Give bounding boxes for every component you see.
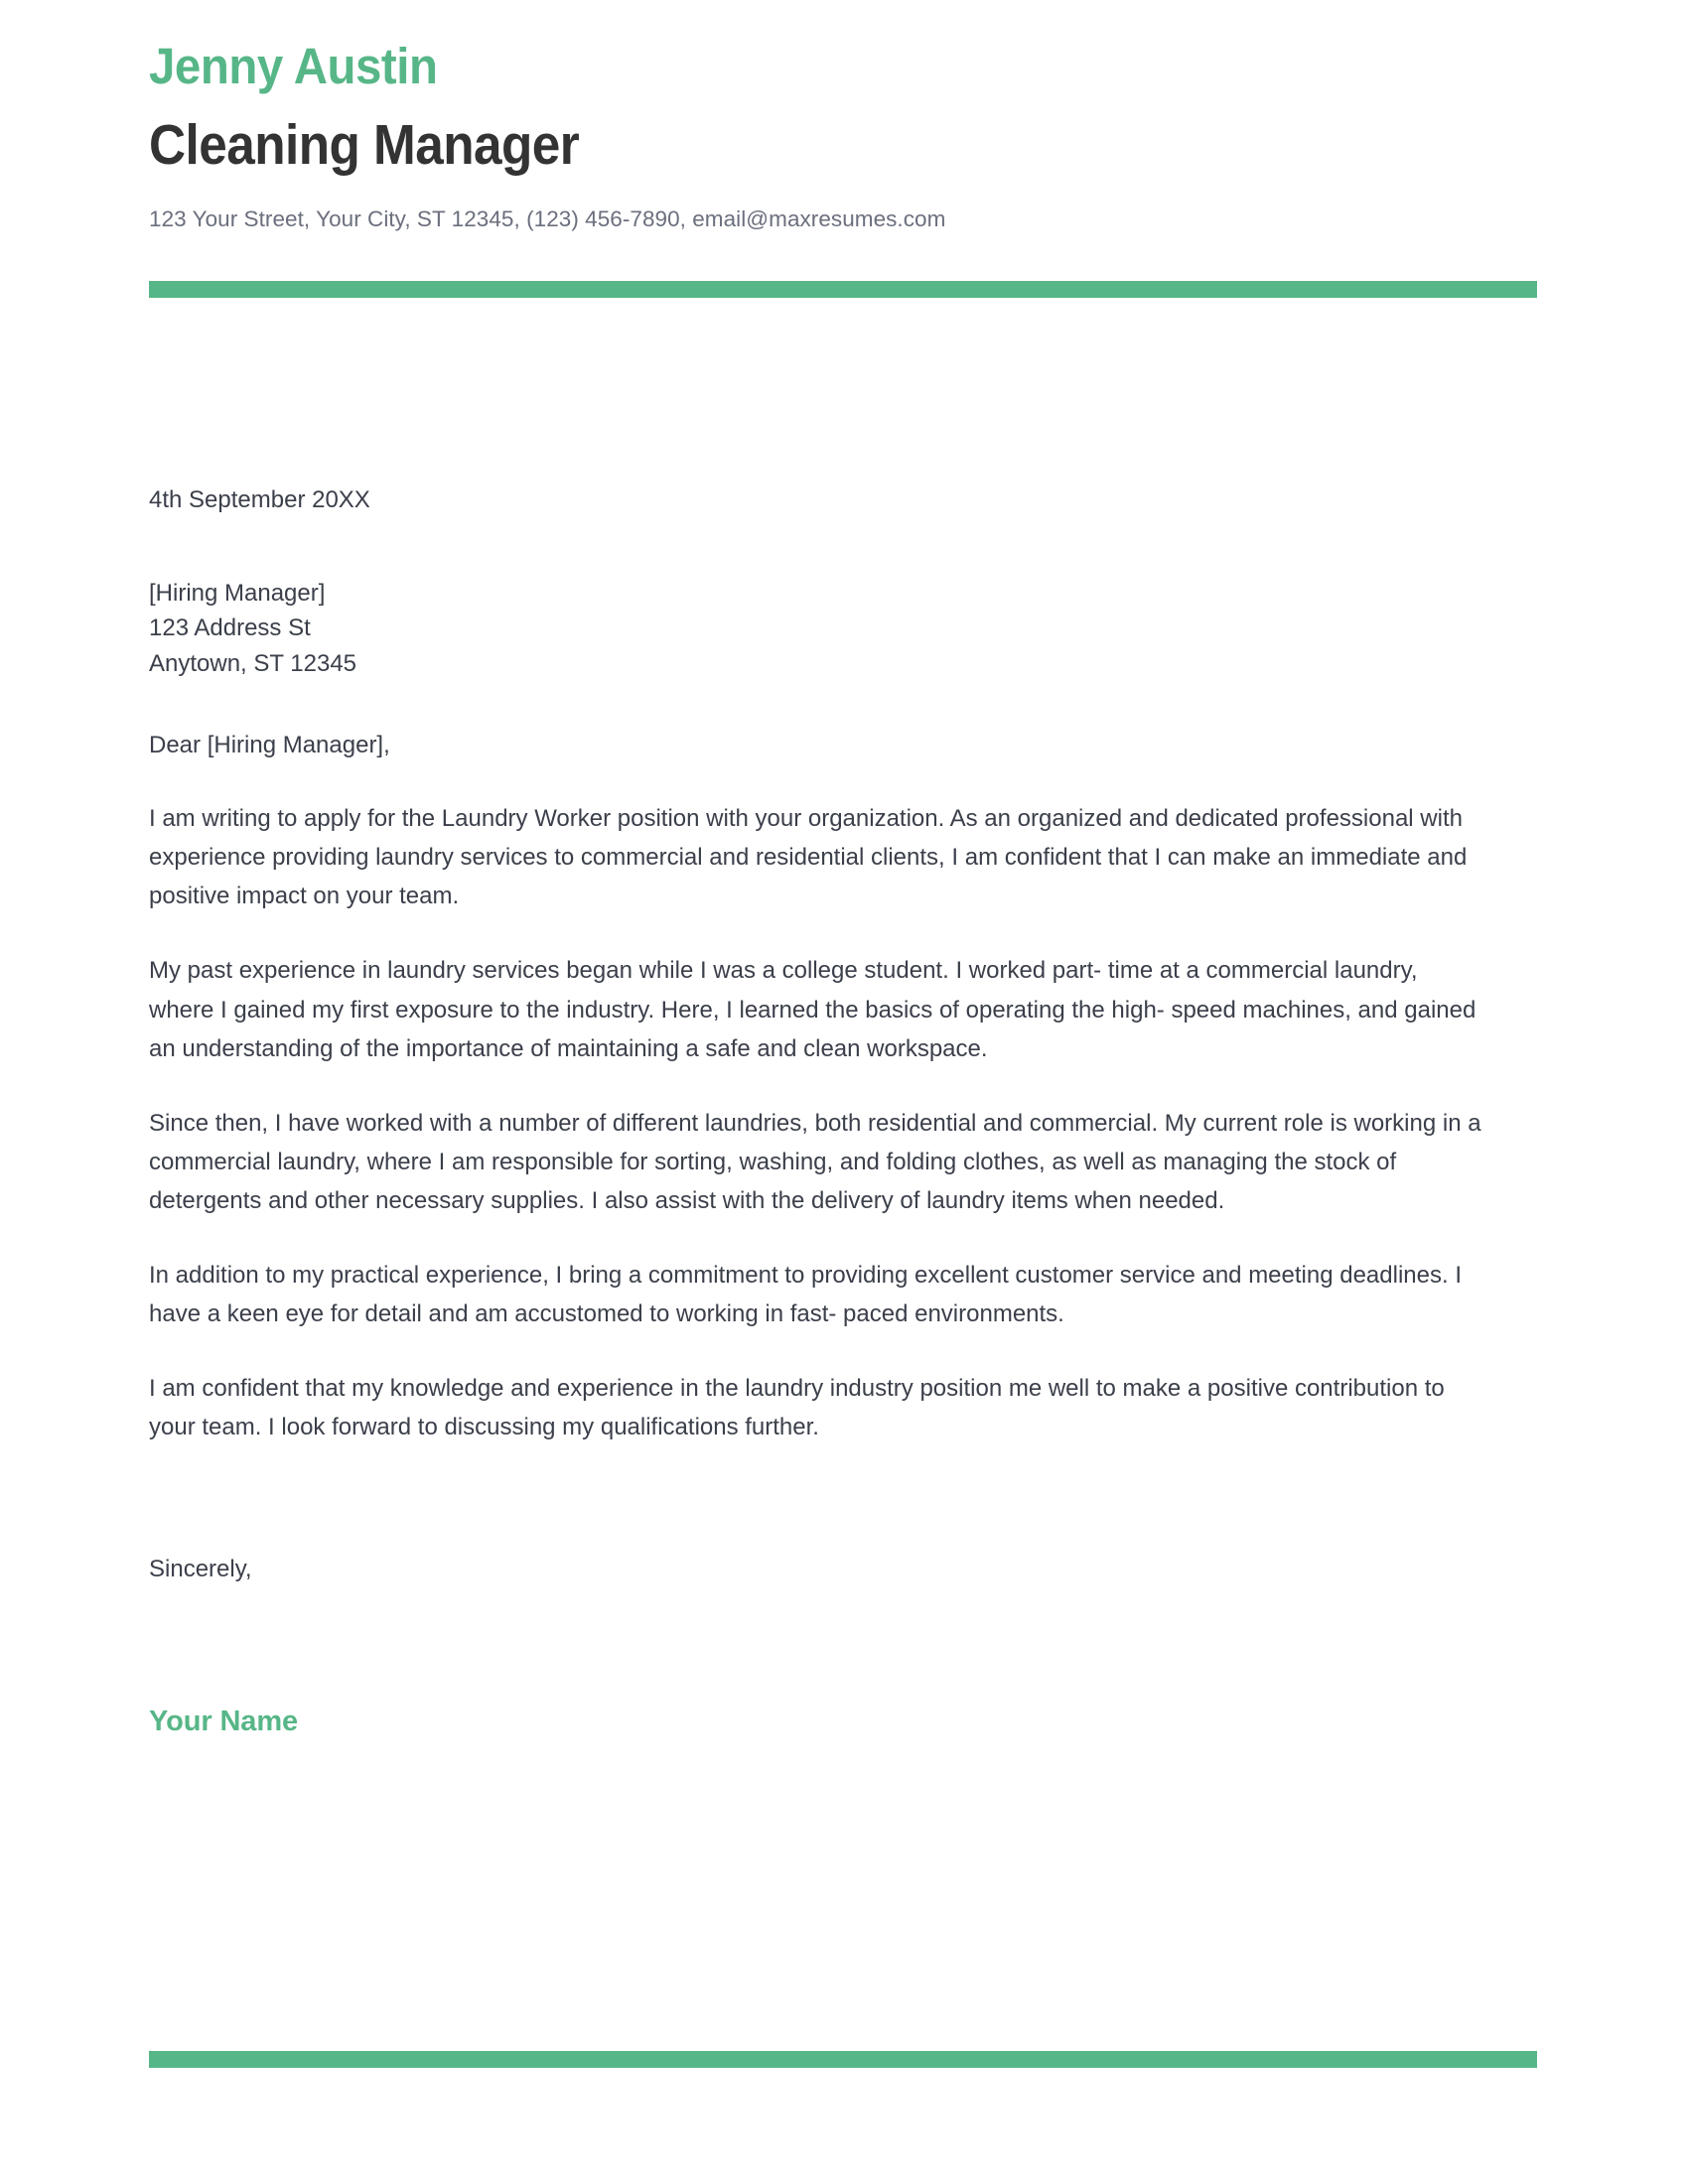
signature-name: Your Name [149,1706,299,1738]
applicant-name: Jenny Austin [149,38,438,94]
letter-date: 4th September 20XX [149,486,370,513]
body-paragraph-3: Since then, I have worked with a number of different laundries, both residential and commercial. My current role is working in a commercial laundry, where I am responsible for sorting, washing, and folding clothes, as well as managing the stock of detergents and other necessary supplies. I also assist with the delivery of laundry items when needed. [149,1109,1481,1215]
letter-header [149,38,1539,235]
body-paragraph-4: In addition to my practical experience, I bring a commitment to providing excellent customer service and meeting deadlines. I have a keen eye for detail and am accustomed to working in fast- paced environments. [149,1262,1462,1328]
body-paragraph-1: I am writing to apply for the Laundry Worker position with your organization. As an organized and dedicated professional with experience providing laundry services to commercial and residential clients, I am confident that I can make an immediate and positive impact on your team. [149,805,1468,910]
letter-body [149,483,1539,1741]
recipient-city-state-zip: Anytown, ST 12345 [149,649,357,677]
recipient-name: [Hiring Manager] [149,579,326,607]
header-accent-divider [149,281,1537,298]
salutation: Dear [Hiring Manager], [149,732,390,759]
body-paragraph-2: My past experience in laundry services began while I was a college student. I worked part- time at a commercial laundry, where I gained my first exposure to the industry. Here, I learned the basics of operating the high- speed machines, and gained an understanding of the importance of maintaining a safe and clean workspace. [149,957,1477,1062]
footer-accent-divider [149,2051,1537,2068]
recipient-street: 123 Address St [149,614,311,642]
recipient-address-block [149,576,1539,682]
applicant-job-title: Cleaning Manager [149,113,580,178]
body-paragraph-5: I am confident that my knowledge and experience in the laundry industry position me well to make a positive contribution to your team. I look forward to discussing my qualifications further. [149,1375,1445,1441]
contact-info-line: 123 Your Street, Your City, ST 12345, (123) 456-7890, email@maxresumes.com [149,206,946,232]
closing-salutation: Sincerely, [149,1555,252,1582]
